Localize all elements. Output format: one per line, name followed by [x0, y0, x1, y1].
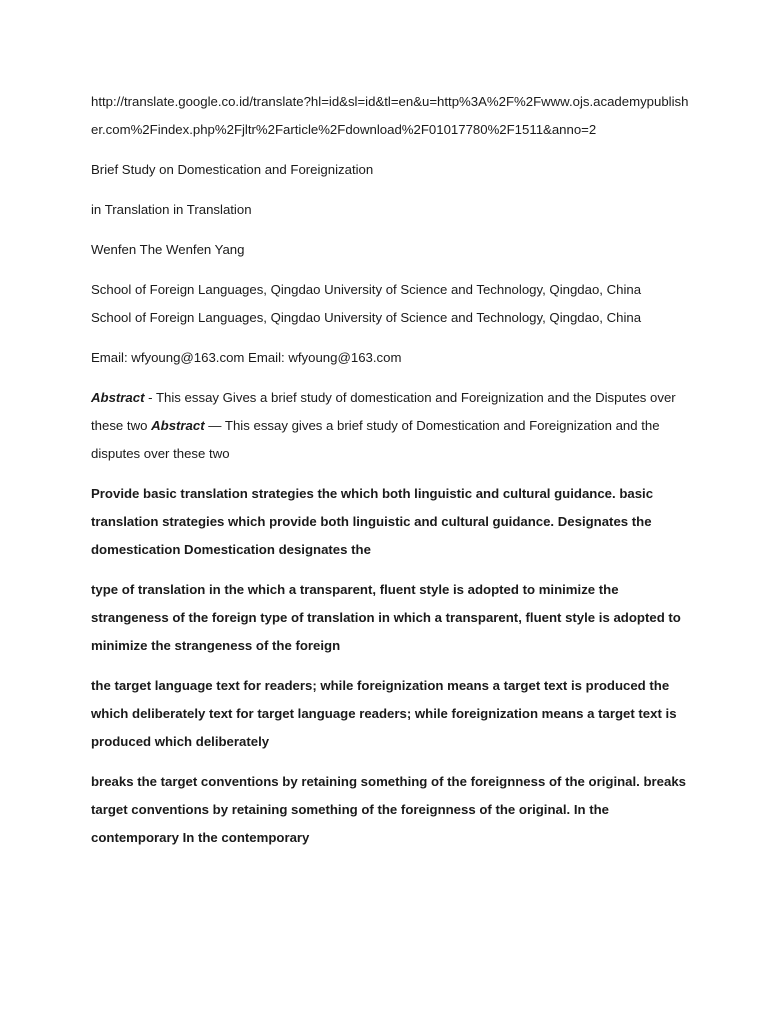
body-paragraph-2: type of translation in the which a transparent, fluent style is adopted to minimize the strangeness of the foreign type of translation in which a transparent, fluent style is adopted to minimize the strangeness of the foreign	[91, 582, 681, 653]
source-url: http://translate.google.co.id/translate?hl=id&sl=id&tl=en&u=http%3A%2F%2Fwww.ojs.academypublisher.com%2Findex.php%2Fjltr%2Farticle%2Fdownload%2F01017780%2F1511&anno=2	[91, 94, 689, 137]
body-paragraph-3: the target language text for readers; while foreignization means a target text is produced the which deliberately text for target language readers; while foreignization means a target text is produced which deliberately	[91, 678, 677, 749]
abstract-text-1: - This essay Gives a brief study of domestication and Foreignization and the Disputes over these two	[91, 390, 676, 433]
email: Email: wfyoung@163.com Email: wfyoung@163.com	[91, 350, 402, 365]
author: Wenfen The Wenfen Yang	[91, 242, 245, 257]
abstract-label-2: Abstract	[151, 418, 205, 433]
affiliation-1: School of Foreign Languages, Qingdao University of Science and Technology, Qingdao, China	[91, 282, 642, 297]
abstract-text-2: — This essay gives a brief study of Domestication and Foreignization and the disputes over these two	[91, 418, 660, 461]
affiliation-2: School of Foreign Languages, Qingdao University of Science and Technology, Qingdao, China	[91, 310, 642, 325]
abstract-label-1: Abstract	[91, 390, 145, 405]
document-page	[91, 88, 691, 864]
body-paragraph-4: breaks the target conventions by retaining something of the foreignness of the original. breaks target conventions by retaining something of the foreignness of the original. In the contemporary In the contemporary	[91, 774, 687, 845]
body-paragraph-1: Provide basic translation strategies the which both linguistic and cultural guidance. basic translation strategies which provide both linguistic and cultural guidance. Designates the domestication Domestication designates the	[91, 486, 654, 557]
abstract	[91, 384, 691, 468]
title-line-2: in Translation in Translation	[91, 202, 252, 217]
title-line-1: Brief Study on Domestication and Foreignization	[91, 162, 374, 177]
